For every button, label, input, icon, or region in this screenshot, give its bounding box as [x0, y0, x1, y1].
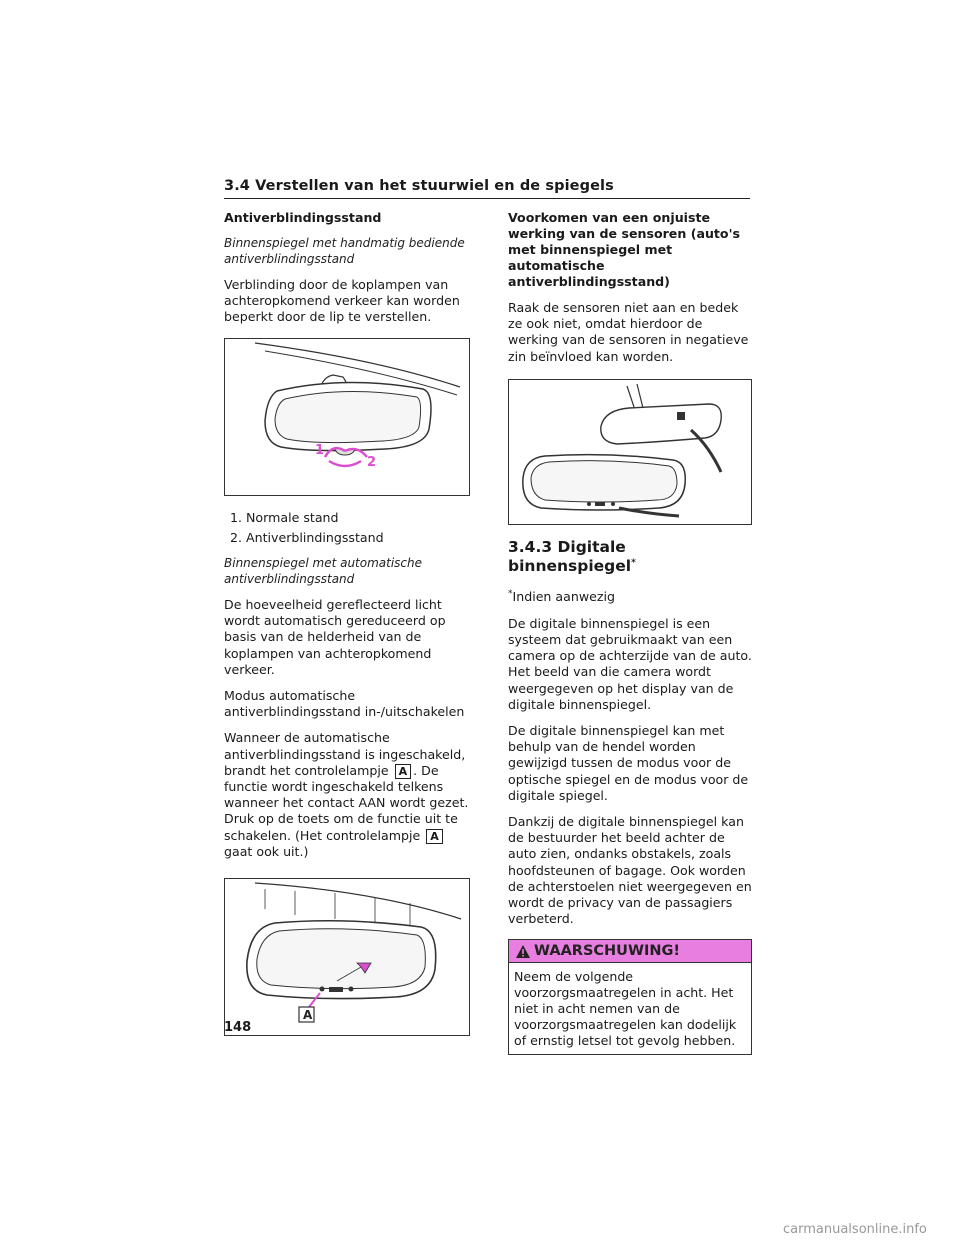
figure-auto-mirror — [224, 878, 470, 1036]
paragraph-sensors: Raak de sensoren niet aan en bedek ze ook niet, omdat hierdoor de werking van de sensoren in negatieve zin beïnvloed kan worden. — [508, 300, 749, 364]
warning-text: Neem de volgende voorzorgsmaatregelen in acht. Het niet in acht nemen van de voorzorgsmaatregelen kan dodelijk of ernstig letsel tot gevolg hebben. — [514, 969, 737, 1049]
paragraph-indicator — [224, 730, 470, 860]
text-part: Wanneer de automatische antiverblindingsstand is ingeschakeld, brandt het controlelampje — [224, 730, 466, 778]
warning-title: WAARSCHUWING! — [534, 943, 680, 960]
paragraph-digital-1: De digitale binnenspiegel is een systeem dat gebruikmaakt van een camera op de achterzijde van de auto. Het beeld van die camera wordt weergegeven op het display van de digitale binnenspiegel. — [508, 615, 752, 712]
heading-sensors: Voorkomen van een onjuiste werking van de sensoren (auto's met binnenspiegel met automatische antiverblindingsstand) — [508, 210, 740, 289]
subheading-manual: Binnenspiegel met handmatig bediende antiverblindingsstand — [224, 236, 465, 266]
asterisk: * — [631, 558, 636, 569]
text-part: . De functie wordt ingeschakeld telkens wanneer het contact AAN wordt gezet. Druk op de toets om de functie uit te schakelen. (Het controlelampje — [224, 762, 469, 843]
section-title-text: 3.4.3 Digitale binnenspiegel — [508, 537, 632, 576]
footnote — [508, 586, 752, 605]
figure-manual-mirror — [224, 338, 470, 496]
warning-icon — [515, 944, 531, 959]
label-2: 2 — [367, 454, 377, 470]
watermark: carmanualsonline.info — [783, 1222, 927, 1237]
page-number: 148 — [224, 1020, 252, 1035]
left-column — [224, 210, 470, 1050]
subheading-automatic: Binnenspiegel met automatische antiverblindingsstand — [224, 556, 423, 586]
header-rule — [224, 198, 750, 199]
heading-antiverblinding: Antiverblindingsstand — [224, 210, 382, 225]
warning-box — [508, 939, 752, 1055]
section-digital-mirror — [508, 539, 752, 575]
paragraph-automatic: De hoeveelheid gereflecteerd licht wordt automatisch gereduceerd op basis van de helderheid van de koplampen van achteropkomend verkeer. — [224, 597, 446, 677]
sensor-mirror-illustration — [509, 380, 751, 524]
paragraph-digital-2: De digitale binnenspiegel kan met behulp van de hendel worden gewijzigd tussen de modus voor de optische spiegel en de modus voor de digitale spiegel. — [508, 722, 749, 803]
paragraph-toggle: Modus automatische antiverblindingsstand in-/uitschakelen — [224, 688, 465, 720]
right-column — [508, 210, 752, 1055]
chapter-title: 3.4 Verstellen van het stuurwiel en de spiegels — [224, 178, 614, 194]
list-item: 2. Antiverblindingsstand — [246, 530, 470, 546]
footnote-text: Indien aanwezig — [512, 589, 615, 605]
page-header — [224, 178, 750, 199]
manual-mirror-illustration — [225, 339, 469, 495]
label-a: A — [303, 1008, 313, 1023]
list-item: 1. Normale stand — [246, 510, 470, 526]
indicator-a-icon: A — [426, 829, 443, 844]
asterisk: * — [508, 589, 513, 600]
label-1: 1 — [315, 442, 325, 458]
warning-header — [509, 940, 751, 963]
text-part: gaat ook uit.) — [224, 843, 309, 859]
paragraph-digital-3: Dankzij de digitale binnenspiegel kan de bestuurder het beeld achter de auto zien, ondanks obstakels, zoals hoofdsteunen of bagage. Ook worden de achterstoelen niet weergegeven en wordt de privacy van de passagiers verbeterd. — [508, 814, 752, 927]
indicator-a-icon: A — [395, 764, 412, 779]
paragraph-manual: Verblinding door de koplampen van achteropkomend verkeer kan worden beperkt door de lip te verstellen. — [224, 277, 460, 325]
figure-sensors — [508, 379, 752, 525]
auto-mirror-illustration — [225, 879, 469, 1035]
position-list — [224, 510, 470, 546]
